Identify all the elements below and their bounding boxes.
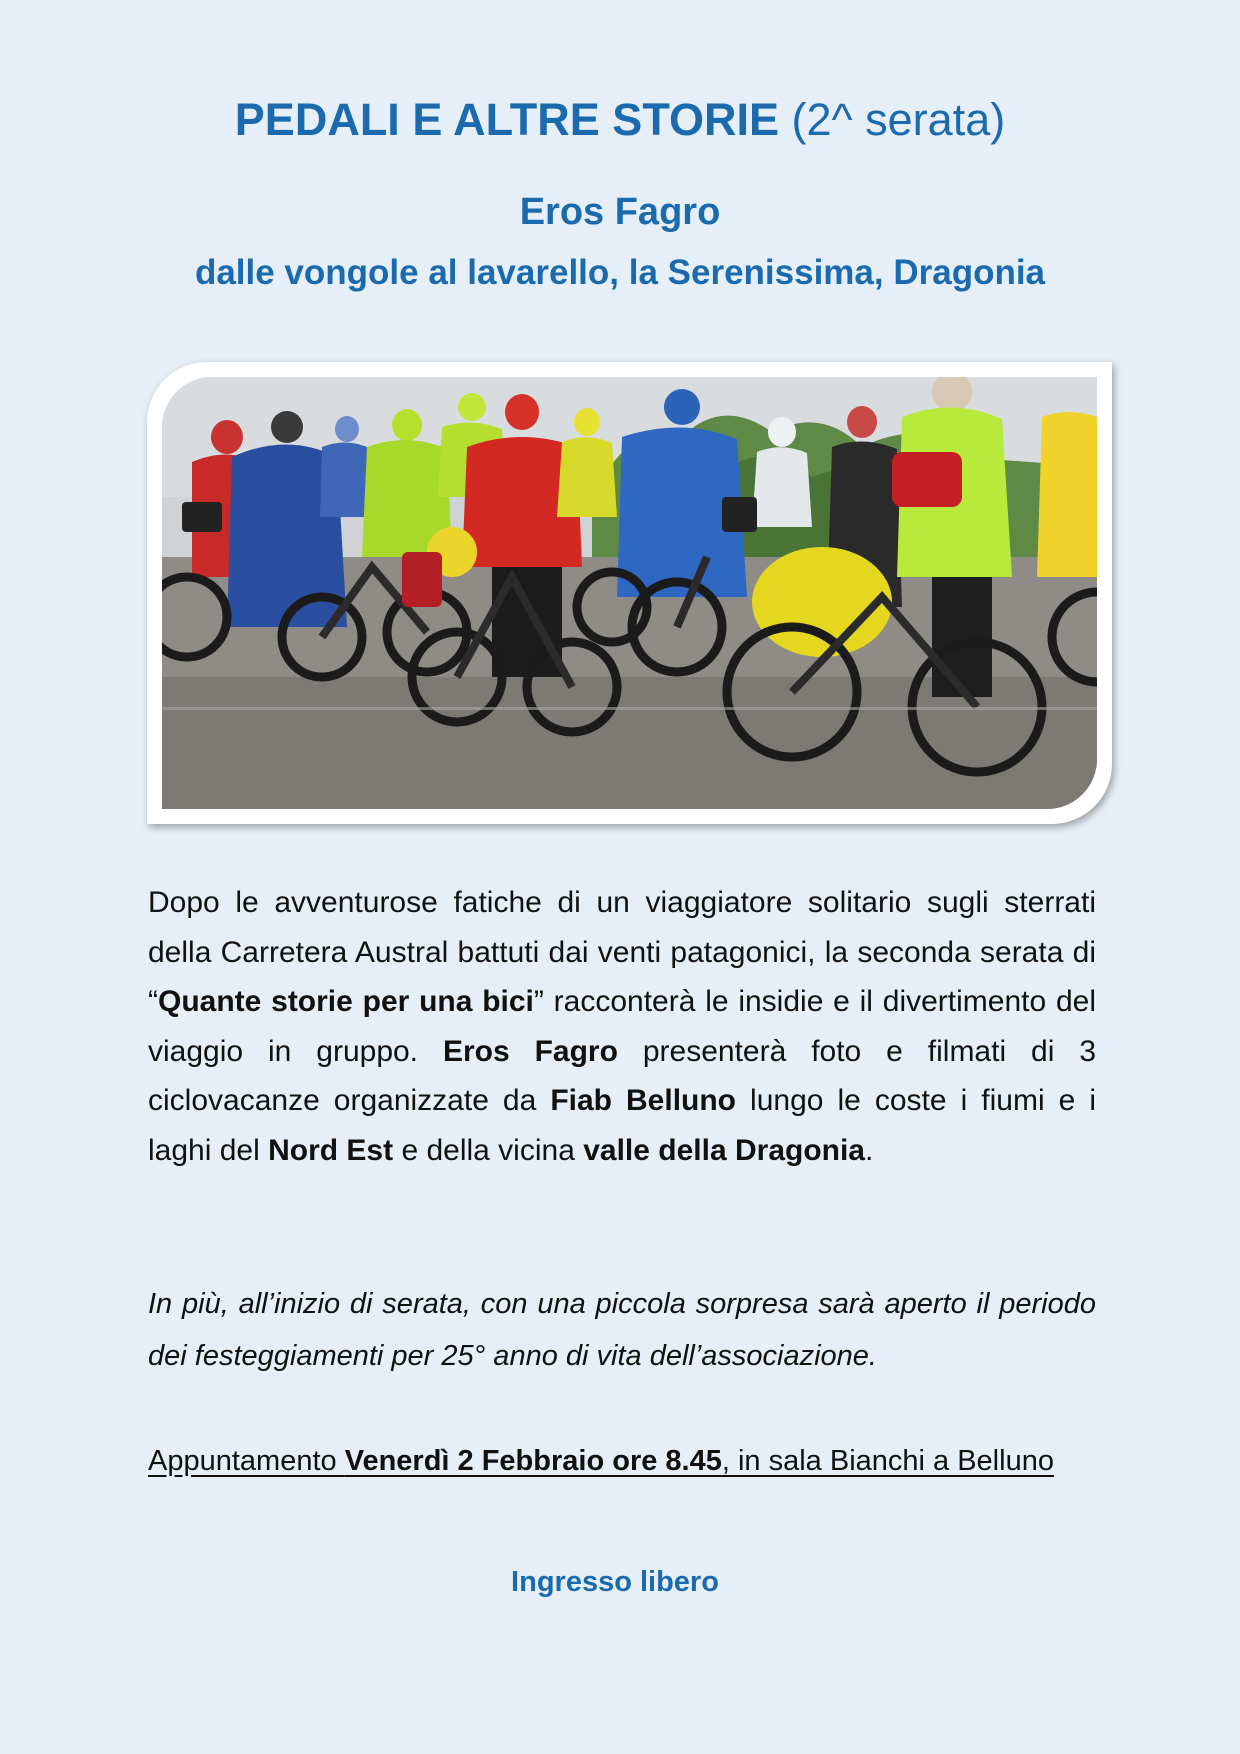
desc-region: Nord Est: [268, 1133, 394, 1167]
desc-series-name: Quante storie per una bici: [158, 985, 534, 1019]
appointment-prefix: Appuntamento: [148, 1445, 345, 1477]
event-title-main: PEDALI E ALTRE STORIE: [234, 94, 780, 145]
anniversary-note: In più, all’inizio di serata, con una piccola sorpresa sarà aperto il periodo dei festeggiamenti per 25° anno di vita dell’associazione.: [148, 1288, 1096, 1372]
desc-organizer: Fiab Belluno: [550, 1084, 737, 1118]
desc-valley: valle della Dragonia: [583, 1133, 865, 1167]
photo-frame: [147, 362, 1112, 824]
appointment-line: [148, 1440, 1054, 1482]
event-title: [0, 92, 1240, 148]
desc-text-3: presenterà foto e filmati di 3 ciclovacanze organizzate da: [148, 1034, 1097, 1118]
cyclists-photo: [162, 377, 1097, 809]
appointment-date: Venerdì 2 Febbraio ore 8.45: [344, 1445, 722, 1477]
desc-text-2: ” racconterà le insidie e il divertimento del viaggio in gruppo.: [148, 985, 1096, 1068]
desc-speaker: Eros Fagro: [442, 1034, 618, 1068]
desc-text-6: .: [865, 1133, 874, 1167]
event-title-edition: (2^ serata): [779, 94, 1006, 145]
description-paragraph: [148, 878, 1096, 1176]
event-topic: dalle vongole al lavarello, la Serenissima, Dragonia: [194, 253, 1046, 292]
appointment-place: , in sala Bianchi a Belluno: [721, 1445, 1054, 1477]
desc-text-5: e della vicina: [393, 1133, 584, 1167]
speaker-name: Eros Fagro: [519, 191, 721, 233]
desc-text-1: Dopo le avventurose fatiche di un viaggiatore solitario sugli sterrati della Carretera Austral battuti dai venti patagonici, la seconda serata di “: [148, 886, 1096, 1019]
desc-text-4: lungo le coste i fiumi e i laghi del: [148, 1084, 1097, 1167]
free-entry-label: Ingresso libero: [511, 1566, 719, 1598]
cyclists-photo-illustration: [162, 377, 1097, 809]
